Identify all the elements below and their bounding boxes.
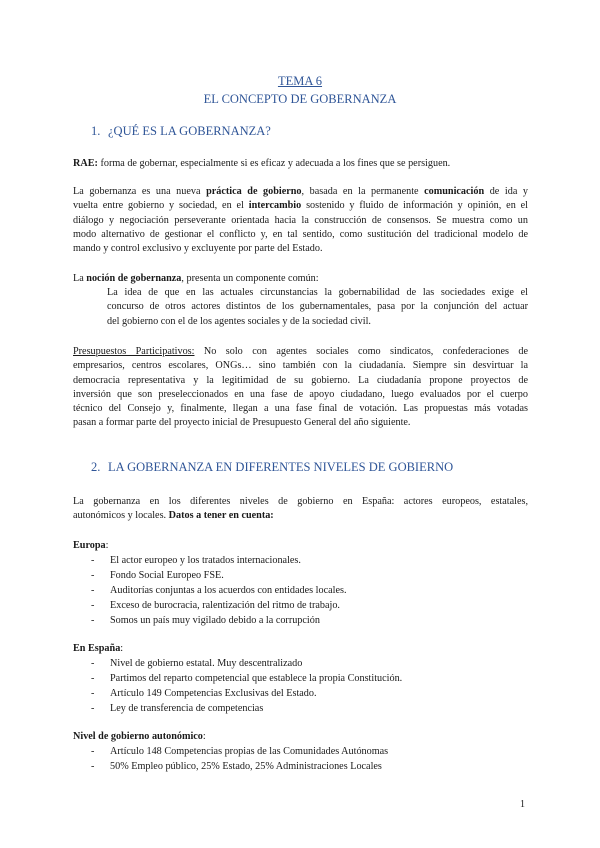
list-item: - Somos un país muy vigilado debido a la corrupción bbox=[91, 615, 320, 626]
list-item: - Exceso de burocracia, ralentización del ritmo de trabajo. bbox=[91, 600, 340, 611]
page-number: 1 bbox=[520, 799, 525, 810]
list-item: - Auditorías conjuntas a los acuerdos con entidades locales. bbox=[91, 585, 347, 596]
list-item: - Ley de transferencia de competencias bbox=[91, 703, 264, 714]
list-item: - Artículo 148 Competencias propias de las Comunidades Autónomas bbox=[91, 746, 389, 757]
list-item: - El actor europeo y los tratados internacionales. bbox=[91, 555, 301, 566]
section-1-heading: ¿QUÉ ES LA GOBERNANZA? bbox=[108, 124, 271, 138]
doc-title: TEMA 6 bbox=[277, 74, 323, 88]
nocion-quote: La idea de que en las actuales circunstancias la gobernabilidad de las sociedades exige el concurso de otros actores distintos de los gubernamentales, pasa por la conjunción del actuar del gobierno con el de los agentes sociales y de la sociedad civil. bbox=[107, 287, 528, 327]
list-item: - Partimos del reparto competencial que establece la propia Constitución. bbox=[91, 673, 403, 684]
list-item: - Fondo Social Europeo FSE. bbox=[91, 570, 224, 581]
list-item: - Artículo 149 Competencias Exclusivas del Estado. bbox=[91, 688, 317, 699]
section-2-number: 2. bbox=[91, 460, 101, 474]
autonomico-label: Nivel de gobierno autonómico: bbox=[73, 731, 206, 742]
list-item: - Nivel de gobierno estatal. Muy descentralizado bbox=[91, 658, 303, 669]
list-item: - 50% Empleo público, 25% Estado, 25% Administraciones Locales bbox=[91, 761, 382, 772]
espana-label: En España: bbox=[73, 643, 124, 654]
europa-label: Europa: bbox=[73, 540, 109, 551]
doc-subtitle: EL CONCEPTO DE GOBERNANZA bbox=[203, 92, 397, 106]
gobernanza-paragraph: La gobernanza es una nueva práctica de gobierno, basada en la permanente comunicación de ida y vuelta entre gobierno y sociedad, en el intercambio sostenido y fluido de información y opinión, en el diálogo y negociación perseverante orientada hacia la construcción de consensos. Se muestra como un modo alternativo de gestionar el conflicto y, en tal sentido, como sustitución del tradicional modelo de mando y control exclusivo y excluyente por parte del Estado. bbox=[73, 186, 529, 255]
nocion-intro: La noción de gobernanza, presenta un componente común: bbox=[73, 273, 319, 284]
niveles-paragraph: La gobernanza en los diferentes niveles de gobierno en España: actores europeos, estatales, autonómicos y locales. Datos a tener en cuenta: bbox=[73, 496, 528, 522]
section-2-heading: LA GOBERNANZA EN DIFERENTES NIVELES DE GOBIERNO bbox=[108, 460, 454, 474]
presupuestos-paragraph: Presupuestos Participativos: No solo con agentes sociales como sindicatos, confederaciones de empresarios, centros escolares, ONGs… sino también con la ciudadanía. Siempre sin desvirtuar la democracia representativa y la legitimidad de su gobierno. La ciudadanía propone proyectos de inversión que son preseleccionados en una fase de apoyo ciudadano, luego evaluados por el cuerpo técnico del Consejo y, finalmente, llegan a una fase final de votación. Las propuestas más votadas pasan a formar parte del proyecto inicial de Presupuesto General del año siguiente. bbox=[73, 346, 528, 429]
section-1-number: 1. bbox=[91, 124, 101, 138]
rae-definition: RAE: forma de gobernar, especialmente si es eficaz y adecuada a los fines que se persiguen. bbox=[73, 158, 451, 169]
